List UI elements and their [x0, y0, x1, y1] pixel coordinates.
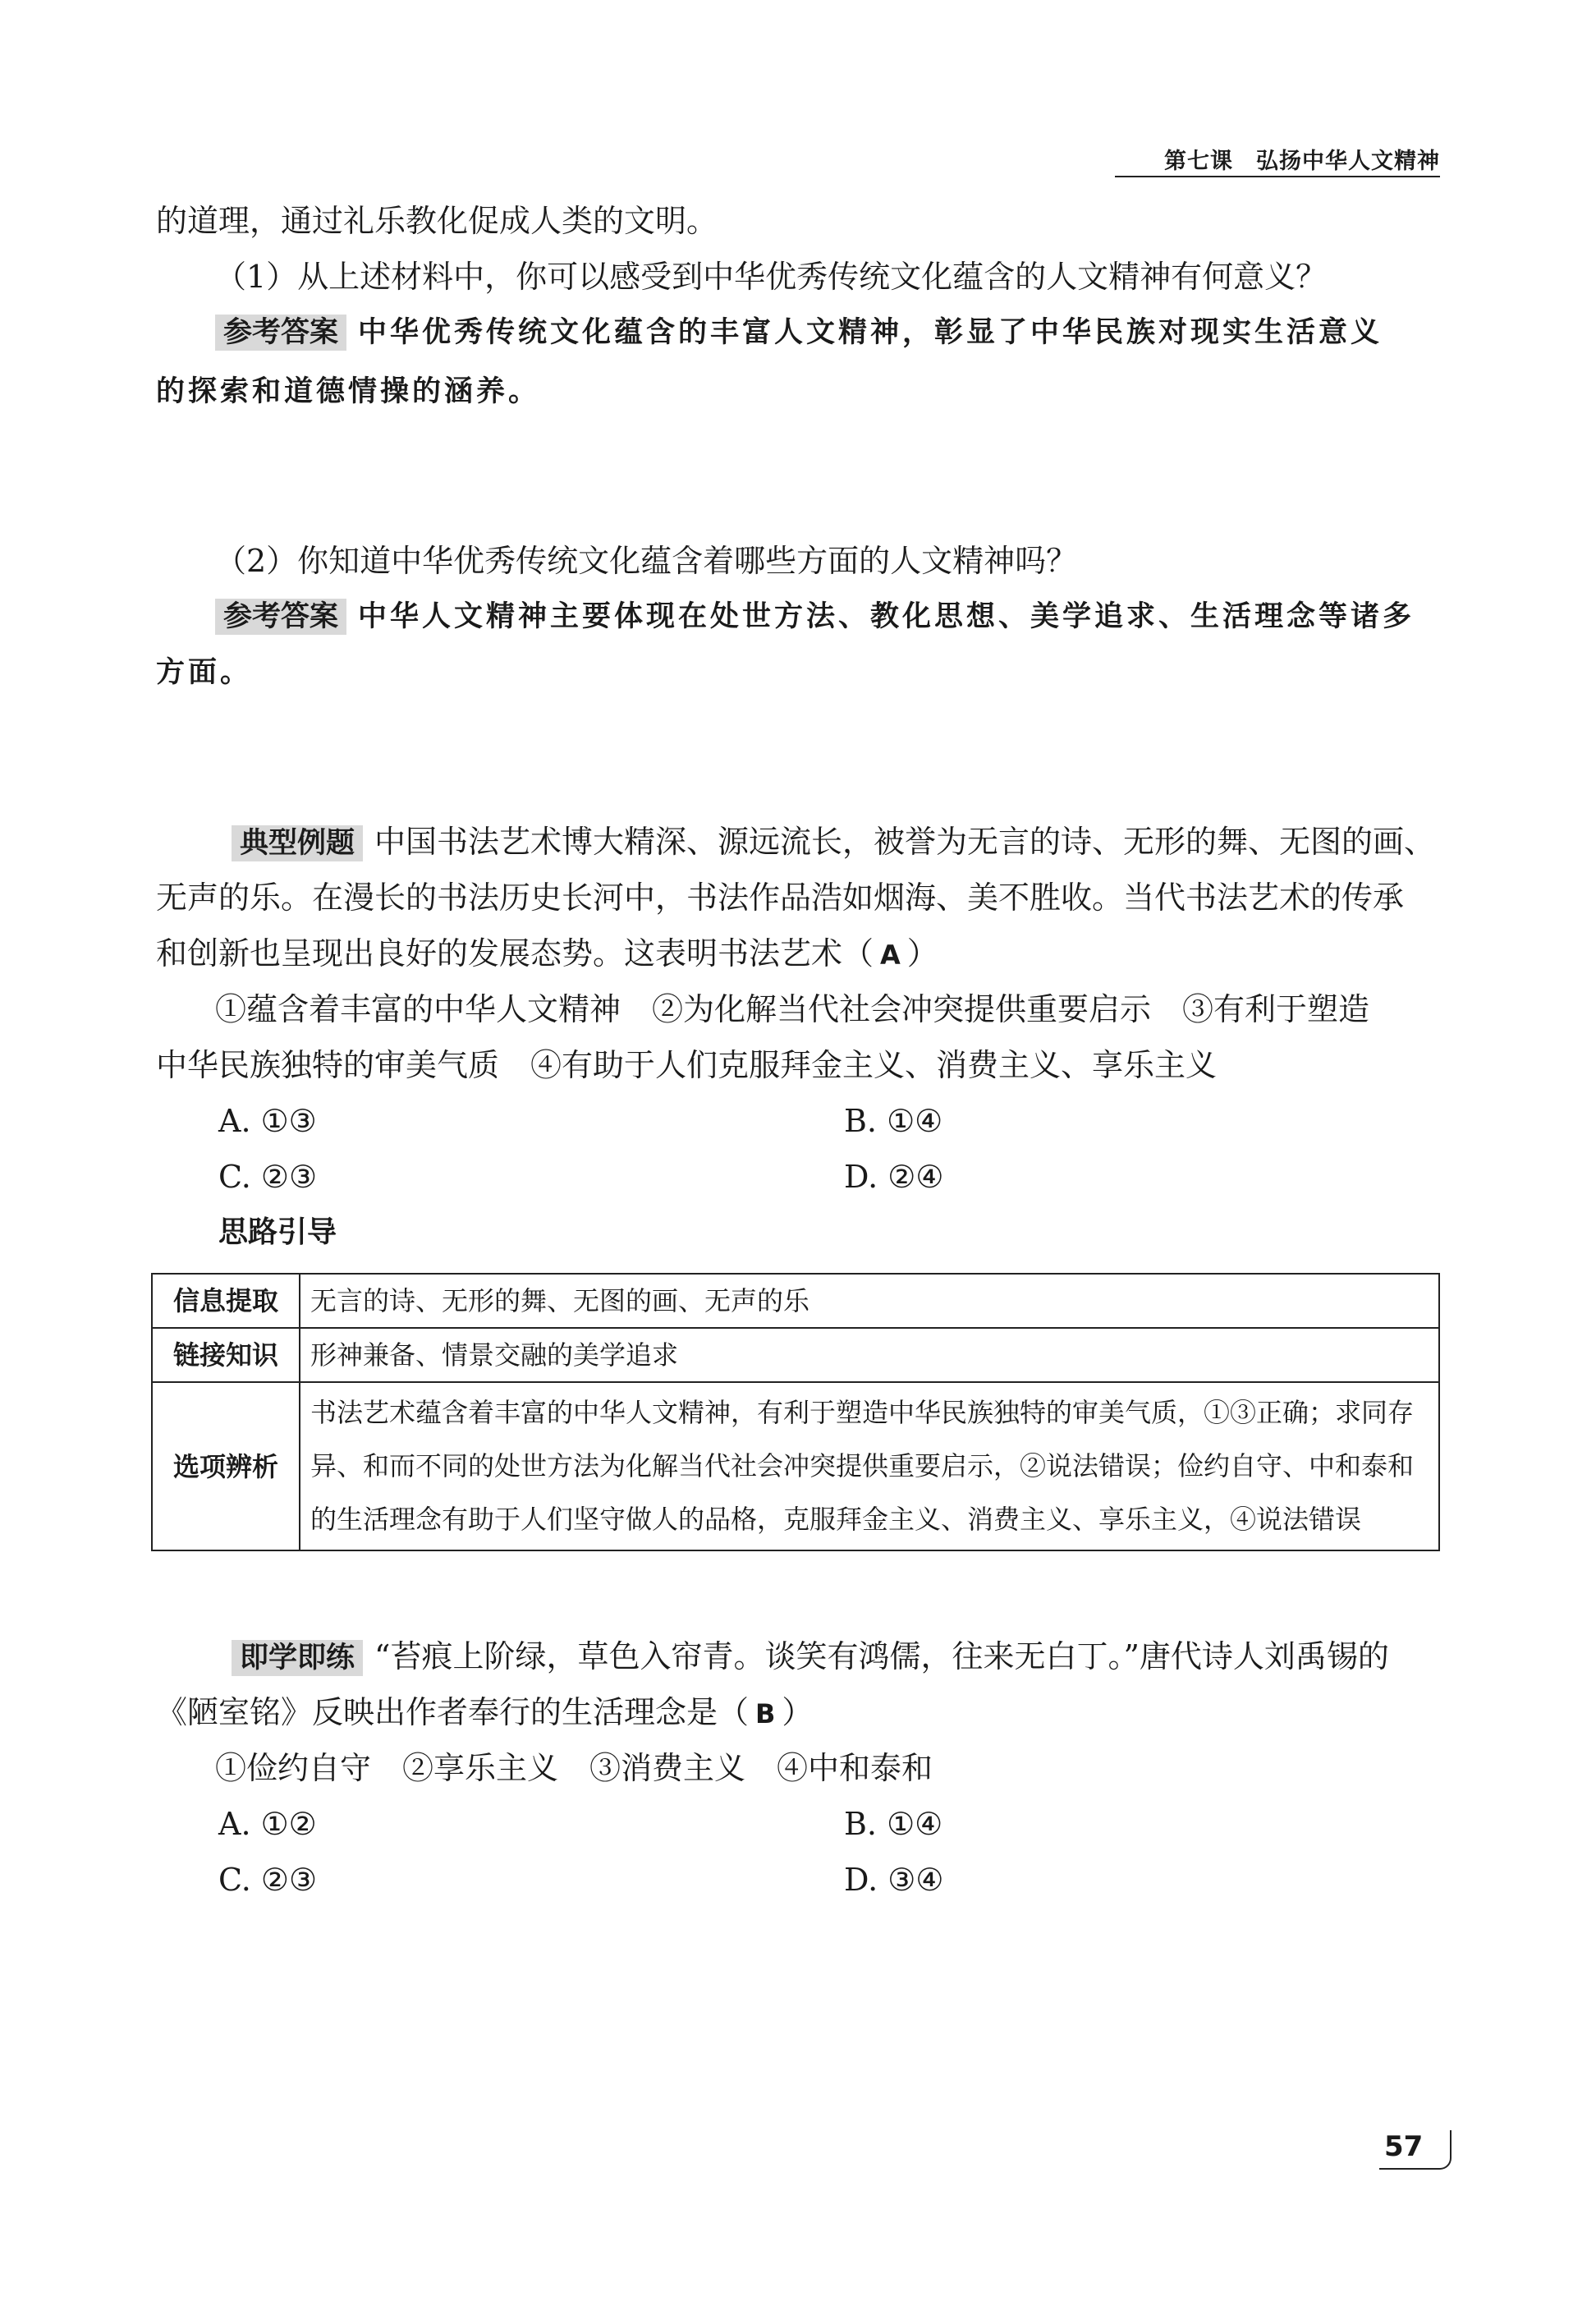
example-option-b: B. ①④ — [844, 1103, 943, 1139]
q2-question: （2）你知道中华优秀传统文化蕴含着哪些方面的人文精神吗？ — [215, 543, 1078, 579]
practice-answer: B — [755, 1698, 776, 1729]
practice-tag: 即学即练 — [232, 1640, 363, 1676]
example-line1-text: 中国书法艺术博大精深、源远流长，被誉为无言的诗、无形的舞、无图的画、 — [374, 824, 1436, 860]
example-line3-close: ） — [906, 935, 938, 971]
practice-line2 — [156, 1692, 813, 1734]
example-option-d: D. ②④ — [844, 1159, 944, 1195]
example-tag: 典型例题 — [232, 825, 363, 861]
practice-line2-text: 《陋室铭》反映出作者奉行的生活理念是（ — [156, 1694, 750, 1730]
practice-line1 — [232, 1636, 1389, 1677]
example-line3 — [156, 933, 938, 976]
example-answer: A — [880, 939, 901, 971]
running-header: 第七课 弘扬中华人文精神 — [1115, 143, 1440, 177]
practice-statements: ①俭约自守 ②享乐主义 ③消费主义 ④中和泰和 — [215, 1750, 933, 1786]
q2-answer-tag: 参考答案 — [215, 599, 346, 635]
q2-answer-line2: 方面。 — [156, 656, 253, 689]
guide-body-info: 无言的诗、无形的舞、无图的画、无声的乐 — [300, 1274, 1439, 1328]
example-option-c: C. ②③ — [218, 1159, 318, 1195]
practice-option-b: B. ①④ — [844, 1806, 943, 1842]
intro-text: 的道理，通过礼乐教化促成人类的文明。 — [156, 203, 718, 239]
example-option-a: A. ①③ — [218, 1103, 317, 1139]
q1-answer-line2: 的探索和道德情操的涵养。 — [156, 375, 541, 408]
example-statements-line2: 中华民族独特的审美气质 ④有助于人们克服拜金主义、消费主义、享乐主义 — [156, 1047, 1218, 1083]
q2-answer-line1 — [215, 595, 1415, 637]
example-line1 — [232, 821, 1435, 862]
q1-answer-text: 中华优秀传统文化蕴含的丰富人文精神，彰显了中华民族对现实生活意义 — [358, 316, 1383, 349]
table-row — [152, 1382, 1439, 1550]
guide-body-analysis: 书法艺术蕴含着丰富的中华人文精神，有利于塑造中华民族独特的审美气质，①③正确；求同存异、和而不同的处世方法为化解当代社会冲突提供重要启示，②说法错误；俭约自守、中和泰和的生活理念有助于人们坚守做人的品格，克服拜金主义、消费主义、享乐主义，④说法错误 — [300, 1382, 1439, 1550]
q1-question: （1）从上述材料中，你可以感受到中华优秀传统文化蕴含的人文精神有何意义？ — [215, 259, 1328, 295]
guide-table — [151, 1273, 1440, 1551]
guide-head-info: 信息提取 — [152, 1274, 300, 1328]
page-number: 57 — [1379, 2130, 1452, 2170]
practice-option-c: C. ②③ — [218, 1862, 318, 1898]
practice-option-a: A. ①② — [218, 1806, 317, 1842]
guide-head-knowledge: 链接知识 — [152, 1328, 300, 1382]
table-row — [152, 1274, 1439, 1328]
q1-answer-tag: 参考答案 — [215, 315, 346, 351]
practice-line2-close: ） — [782, 1694, 814, 1730]
q2-answer-text: 中华人文精神主要体现在处世方法、教化思想、美学追求、生活理念等诸多 — [358, 600, 1415, 633]
guide-head-analysis: 选项辨析 — [152, 1382, 300, 1550]
guide-title: 思路引导 — [218, 1215, 337, 1249]
practice-line1-text: “苔痕上阶绿，草色入帘青。谈笑有鸿儒，往来无白丁。”唐代诗人刘禹锡的 — [374, 1638, 1389, 1674]
q1-answer-line1 — [215, 310, 1383, 353]
practice-option-d: D. ③④ — [844, 1862, 944, 1898]
example-line3-text: 和创新也呈现出良好的发展态势。这表明书法艺术（ — [156, 935, 874, 971]
example-statements-line1: ①蕴含着丰富的中华人文精神 ②为化解当代社会冲突提供重要启示 ③有利于塑造 — [215, 991, 1370, 1027]
table-row — [152, 1328, 1439, 1382]
guide-body-knowledge: 形神兼备、情景交融的美学追求 — [300, 1328, 1439, 1382]
example-line2: 无声的乐。在漫长的书法历史长河中，书法作品浩如烟海、美不胜收。当代书法艺术的传承 — [156, 880, 1405, 916]
